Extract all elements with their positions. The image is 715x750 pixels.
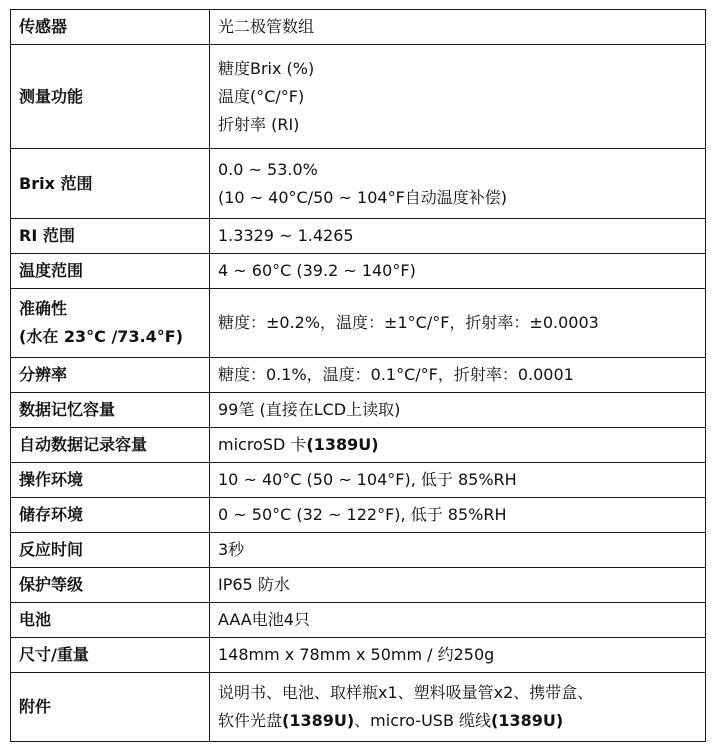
table-row bbox=[11, 533, 706, 568]
value-line: 光二极管数组 bbox=[218, 17, 315, 36]
model-code: (1389U) bbox=[306, 435, 379, 454]
row-value bbox=[210, 45, 706, 149]
row-value bbox=[210, 289, 706, 358]
row-value bbox=[210, 428, 706, 463]
value-line: 糖度Brix (%) bbox=[218, 58, 315, 78]
row-value bbox=[210, 254, 706, 289]
row-label bbox=[11, 289, 210, 358]
row-label: 电池 bbox=[11, 603, 210, 638]
table-row bbox=[11, 254, 706, 289]
value-line: 温度(°C/°F) bbox=[218, 86, 305, 106]
label-line: 准确性 bbox=[19, 299, 68, 318]
table-row bbox=[11, 498, 706, 533]
row-label: 自动数据记录容量 bbox=[11, 428, 210, 463]
row-label: Brix 范围 bbox=[11, 149, 210, 219]
row-value bbox=[210, 358, 706, 393]
row-value bbox=[210, 393, 706, 428]
table-row bbox=[11, 638, 706, 673]
value-line: 折射率 (RI) bbox=[218, 114, 300, 134]
table-row bbox=[11, 149, 706, 219]
row-value bbox=[210, 463, 706, 498]
row-value bbox=[210, 638, 706, 673]
table-row bbox=[11, 45, 706, 149]
row-label: RI 范围 bbox=[11, 219, 210, 254]
value-line: 糖度：±0.2%，温度：±1°C/°F，折射率：±0.0003 bbox=[218, 313, 599, 332]
row-label: 尺寸/重量 bbox=[11, 638, 210, 673]
row-value bbox=[210, 219, 706, 254]
row-label: 测量功能 bbox=[11, 45, 210, 149]
row-value bbox=[210, 149, 706, 219]
table-row bbox=[11, 358, 706, 393]
value-text: 、micro-USB 缆线 bbox=[354, 711, 492, 730]
value-line: 糖度：0.1%，温度：0.1°C/°F，折射率：0.0001 bbox=[218, 365, 574, 384]
row-value bbox=[210, 533, 706, 568]
row-value bbox=[210, 673, 706, 742]
table-row bbox=[11, 393, 706, 428]
row-value bbox=[210, 568, 706, 603]
value-line bbox=[218, 707, 697, 735]
specification-table bbox=[10, 9, 706, 742]
value-line: 4 ~ 60°C (39.2 ~ 140°F) bbox=[218, 261, 416, 280]
value-line: 0 ~ 50°C (32 ~ 122°F), 低于 85%RH bbox=[218, 505, 507, 524]
value-text: microSD 卡 bbox=[218, 435, 307, 454]
table-row bbox=[11, 673, 706, 742]
table-row bbox=[11, 603, 706, 638]
row-label: 附件 bbox=[11, 673, 210, 742]
row-label: 反应时间 bbox=[11, 533, 210, 568]
value-line: 1.3329 ~ 1.4265 bbox=[218, 226, 354, 245]
label-line: (水在 23°C /73.4°F) bbox=[19, 327, 184, 346]
row-label: 操作环境 bbox=[11, 463, 210, 498]
row-label: 温度范围 bbox=[11, 254, 210, 289]
row-label: 传感器 bbox=[11, 10, 210, 45]
value-line: 148mm x 78mm x 50mm / 约250g bbox=[218, 645, 495, 664]
value-line: 99笔 (直接在LCD上读取) bbox=[218, 400, 401, 419]
value-line: (10 ~ 40°C/50 ~ 104°F自动温度补偿) bbox=[218, 187, 508, 207]
row-value bbox=[210, 603, 706, 638]
table-row bbox=[11, 568, 706, 603]
row-label: 数据记忆容量 bbox=[11, 393, 210, 428]
row-value bbox=[210, 10, 706, 45]
value-line: 说明书、电池、取样瓶x1、塑料吸量管x2、携带盒、 bbox=[218, 683, 594, 702]
value-line: 10 ~ 40°C (50 ~ 104°F), 低于 85%RH bbox=[218, 470, 517, 489]
table-row bbox=[11, 289, 706, 358]
row-label: 分辨率 bbox=[11, 358, 210, 393]
table-row bbox=[11, 219, 706, 254]
row-label: 保护等级 bbox=[11, 568, 210, 603]
row-value bbox=[210, 498, 706, 533]
table-row bbox=[11, 10, 706, 45]
table-row bbox=[11, 463, 706, 498]
value-line: AAA电池4只 bbox=[218, 610, 310, 629]
value-line: 0.0 ~ 53.0% bbox=[218, 159, 318, 179]
row-label: 储存环境 bbox=[11, 498, 210, 533]
value-line: IP65 防水 bbox=[218, 575, 290, 594]
model-code: (1389U) bbox=[282, 711, 355, 730]
spec-table-container bbox=[10, 9, 706, 742]
table-row bbox=[11, 428, 706, 463]
value-line: 3秒 bbox=[218, 540, 245, 559]
value-text: 软件光盘 bbox=[218, 711, 283, 730]
model-code: (1389U) bbox=[491, 711, 564, 730]
